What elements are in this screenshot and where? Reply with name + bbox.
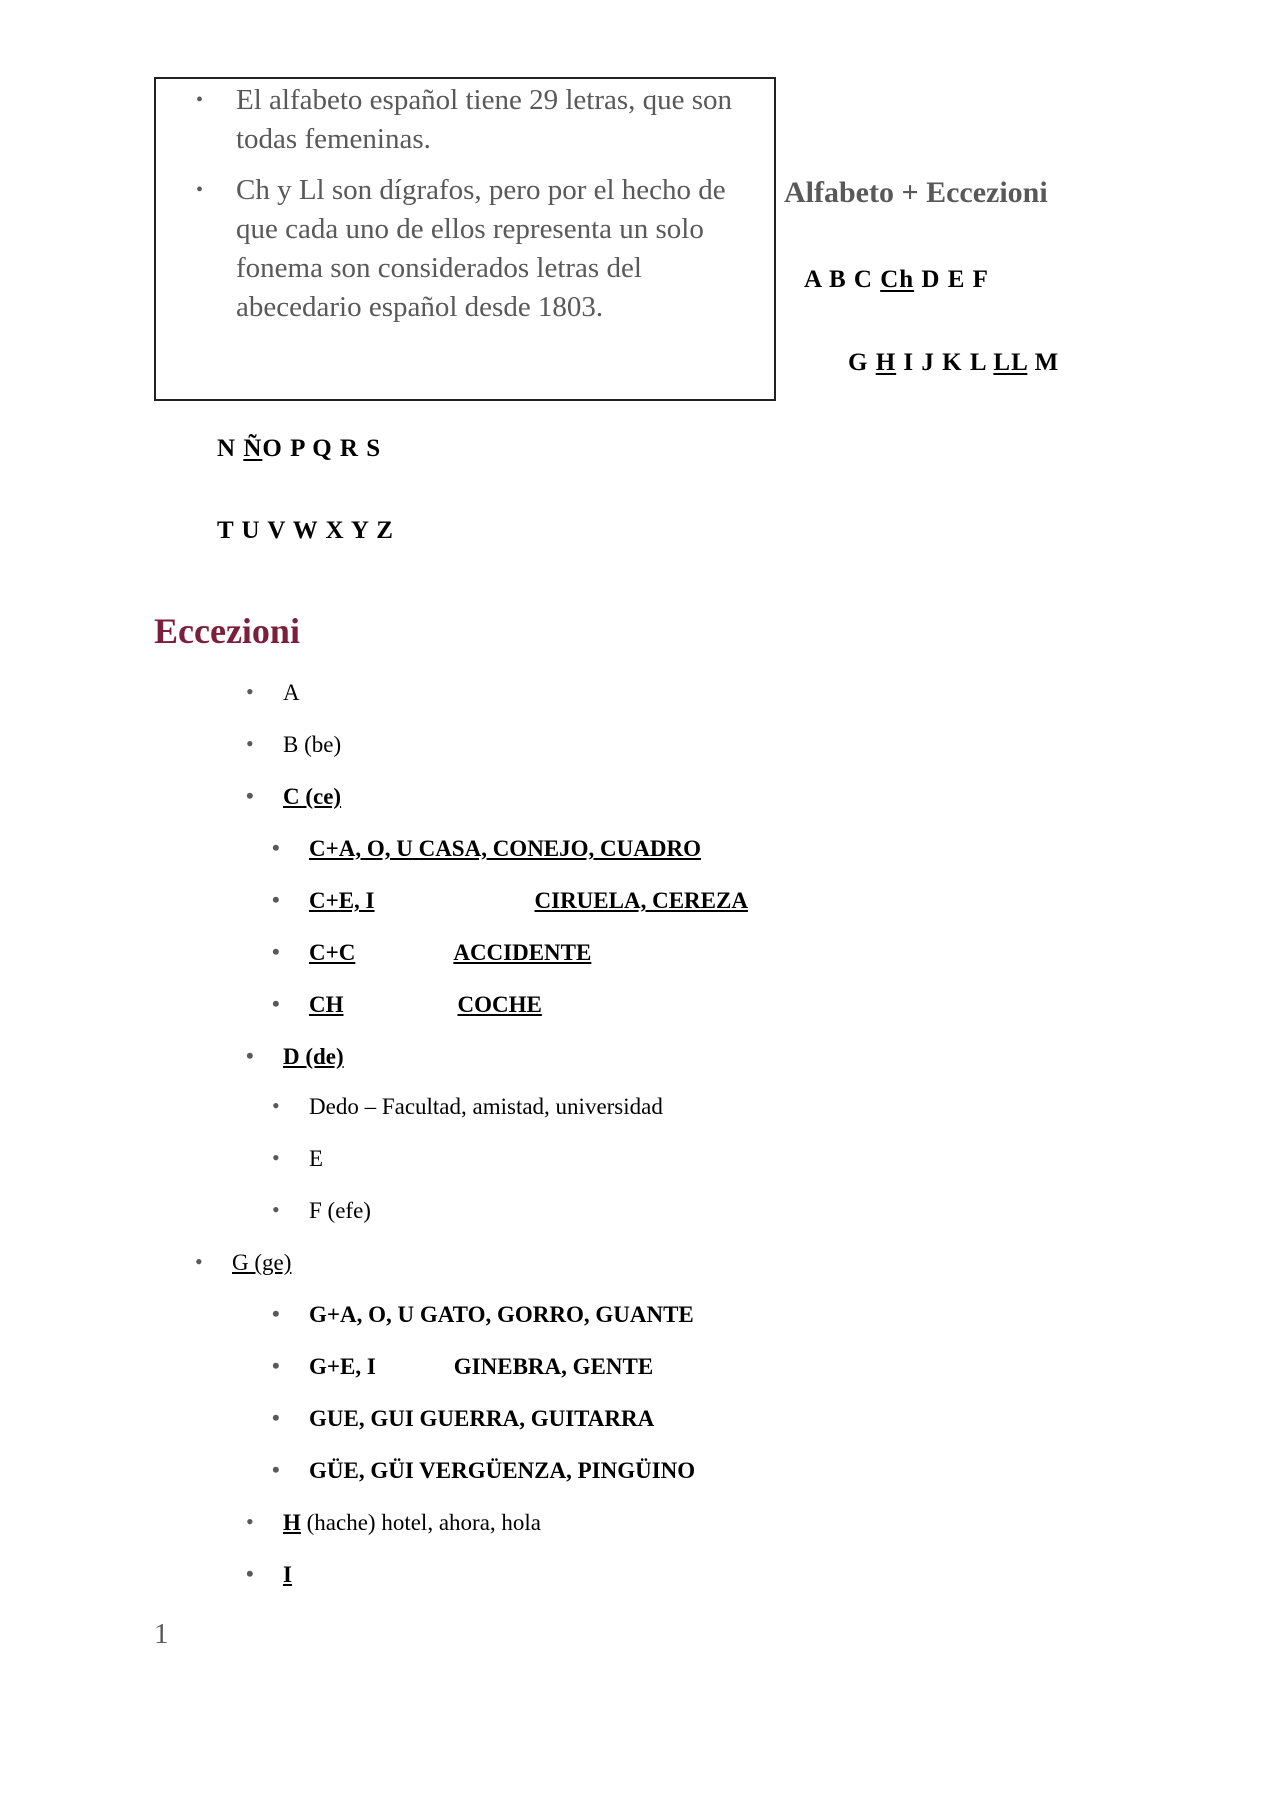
underlined-letter: H [875,349,897,376]
bullet-icon: • [246,731,254,756]
list-item [272,939,592,966]
rule-key: GÜE, GÜI [309,1458,414,1483]
rule-key: C+E, I [309,888,375,913]
list-item [195,1249,292,1276]
letter: M [1034,349,1060,376]
rule-value: ACCIDENTE [453,940,592,965]
bullet-icon: • [195,1249,203,1274]
rule-key: G+A, O, U [309,1302,415,1327]
letter: K [942,349,963,376]
rule-key: C+A, O, U [309,836,413,861]
list-item [246,1561,292,1588]
list-item [246,1043,344,1070]
bullet-icon: • [246,1509,254,1534]
rule-value: COCHE [457,992,542,1017]
intro-text: Ch y Ll son dígrafos, pero por el hecho de que cada uno de ellos representa un solo fonema son considerados letras del abecedario español desde 1803. [236,174,726,323]
list-item [272,1093,663,1120]
rule-value: GATO, GORRO, GUANTE [419,1302,694,1327]
alphabet-title: Alfabeto + Eccezioni [784,176,1048,209]
page-number: 1 [154,1618,169,1650]
intro-item [196,81,756,159]
bullet-icon: • [196,179,204,201]
bullet-icon: • [272,1353,280,1378]
underlined-letter: Ñ [243,435,263,462]
bullet-icon: • [272,835,280,860]
rule-key: CH [309,992,344,1017]
bullet-icon: • [246,1043,254,1068]
bullet-icon: • [246,679,254,704]
letter: A [804,266,822,293]
list-item [272,1145,324,1172]
list-item [246,731,342,758]
bullet-icon: • [196,89,204,111]
item-text: Dedo – Facultad, amistad, universidad [309,1094,663,1119]
bullet-icon: • [246,1561,254,1586]
bullet-icon: • [272,1093,280,1118]
item-text: D (de) [283,1044,344,1069]
bullet-icon: • [272,1145,280,1170]
letter: B [828,266,847,293]
digraph-letter: Ch [880,266,915,293]
list-item [272,1301,694,1328]
intro-item [196,171,756,327]
item-text: G (ge) [232,1250,292,1275]
item-text: C (ce) [283,784,342,809]
bullet-icon: • [272,1197,280,1222]
letter: L [969,349,987,376]
list-item [272,1405,655,1432]
bullet-icon: • [272,887,280,912]
item-text: (hache) hotel, ahora, hola [306,1510,541,1535]
letter: I [903,349,915,376]
letters: O P Q R S [262,435,382,462]
letter: G [848,349,869,376]
intro-box [154,77,776,401]
item-text: B (be) [283,732,342,757]
item-text: F (efe) [309,1198,371,1223]
list-item [246,1509,541,1536]
bullet-icon: • [246,783,254,808]
list-item [272,887,748,914]
list-item [272,835,701,862]
rule-value: VERGÜENZA, PINGÜINO [419,1458,696,1483]
item-text: I [283,1562,292,1587]
letter: D [921,266,941,293]
bullet-icon: • [272,1301,280,1326]
alphabet-row-3 [217,435,381,463]
eccezioni-heading: Eccezioni [154,611,300,651]
rule-key: GUE, GUI [309,1406,414,1431]
rule-key: C+C [309,940,356,965]
bullet-icon: • [272,1457,280,1482]
letter: J [921,349,935,376]
list-item [272,1353,654,1380]
item-letter: H [283,1510,301,1535]
bullet-icon: • [272,991,280,1016]
item-text: A [283,680,300,705]
list-item [272,1457,696,1484]
alphabet-row-1 [804,266,989,294]
list-item [272,1197,371,1224]
rule-value: GINEBRA, GENTE [453,1354,654,1379]
letter: N [217,435,237,462]
intro-text: El alfabeto español tiene 29 letras, que son todas femeninas. [236,84,733,155]
alphabet-row-2 [848,349,1059,377]
digraph-letter: LL [993,349,1028,376]
alphabet-row-4: T U V W X Y Z [217,517,394,544]
rule-value: CIRUELA, CEREZA [534,888,748,913]
letter: E [947,266,966,293]
item-text: E [309,1146,324,1171]
rule-key: G+E, I [309,1354,376,1379]
letter: F [972,266,989,293]
rule-value: CASA, CONEJO, CUADRO [418,836,701,861]
rule-value: GUERRA, GUITARRA [419,1406,655,1431]
list-item [246,679,300,706]
list-item [246,783,342,810]
list-item [272,991,542,1018]
bullet-icon: • [272,939,280,964]
bullet-icon: • [272,1405,280,1430]
letter: C [853,266,873,293]
